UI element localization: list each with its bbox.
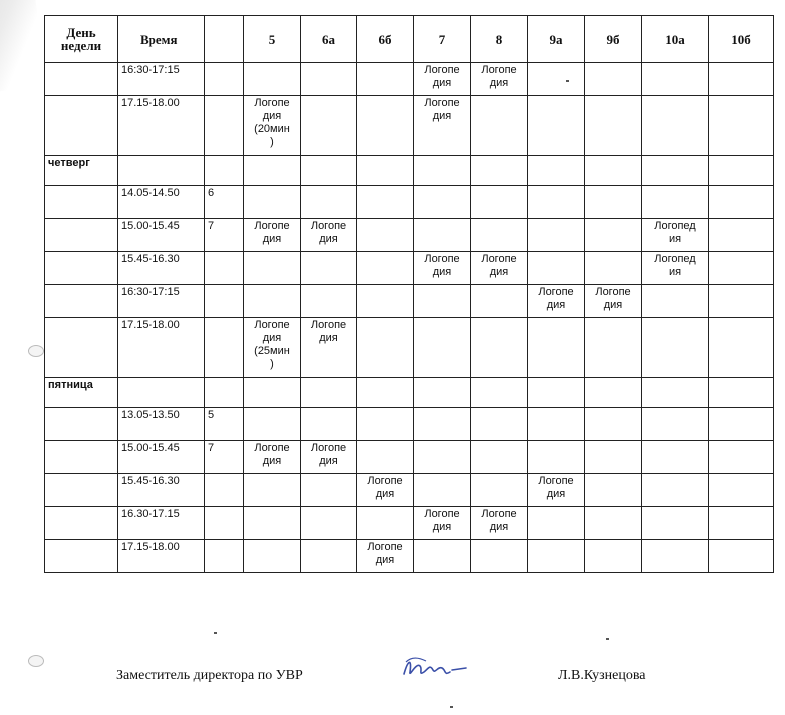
table-row: [45, 285, 774, 318]
class-7-cell: [414, 318, 471, 378]
empty-cell: [585, 156, 642, 186]
session-cell: 6: [205, 186, 244, 219]
session-cell: [205, 318, 244, 378]
class-10b-cell: [709, 186, 774, 219]
class-5-cell: [244, 252, 301, 285]
cell-text-line: Логопе: [595, 286, 631, 298]
class-6b-cell: [357, 186, 414, 219]
class-10a-cell: [642, 96, 709, 156]
cell-text-line: ия: [668, 233, 682, 245]
cell-text-line: Логопед: [654, 253, 696, 265]
cell-text-line: дия: [262, 110, 282, 122]
session-cell: [205, 252, 244, 285]
class-9b-cell: [585, 285, 642, 318]
class-7-cell: [414, 186, 471, 219]
class-6a-cell: [301, 96, 357, 156]
class-10b-cell: [709, 474, 774, 507]
table-row: [45, 474, 774, 507]
schedule-body: [45, 63, 774, 573]
class-7-cell: [414, 285, 471, 318]
cell-text-line: ): [270, 358, 274, 370]
class-6a-cell: [301, 63, 357, 96]
day-cell: [45, 408, 118, 441]
empty-cell: [414, 156, 471, 186]
scan-speck: [566, 80, 569, 82]
class-9a-cell: [528, 285, 585, 318]
class-9a-cell: [528, 96, 585, 156]
class-5-cell: [244, 63, 301, 96]
class-10b-cell: [709, 252, 774, 285]
class-8-cell: [471, 285, 528, 318]
empty-cell: [244, 378, 301, 408]
session-cell: [205, 540, 244, 573]
punch-hole: [28, 655, 44, 667]
header-day-line2: недели: [60, 38, 102, 53]
time-cell: 16.30-17.15: [118, 507, 205, 540]
cell-text-line: дия: [432, 266, 452, 278]
class-8-cell: [471, 96, 528, 156]
session-cell: [205, 63, 244, 96]
class-6a-cell: [301, 408, 357, 441]
class-5-cell: [244, 285, 301, 318]
time-cell: 17.15-18.00: [118, 540, 205, 573]
class-5-cell: [244, 219, 301, 252]
class-5-cell: [244, 318, 301, 378]
class-6b-cell: [357, 219, 414, 252]
cell-text-line: Логопе: [481, 253, 517, 265]
day-row: [45, 156, 774, 186]
empty-cell: [118, 156, 205, 186]
empty-cell: [709, 156, 774, 186]
time-cell: 15.00-15.45: [118, 441, 205, 474]
class-10b-cell: [709, 507, 774, 540]
empty-cell: [205, 156, 244, 186]
signature-image: [400, 652, 470, 684]
class-9a-cell: [528, 318, 585, 378]
class-8-cell: [471, 408, 528, 441]
class-7-cell: [414, 252, 471, 285]
class-6a-cell: [301, 186, 357, 219]
class-9b-cell: [585, 408, 642, 441]
cell-text-line: Логопе: [310, 319, 347, 331]
header-session: [205, 16, 244, 63]
day-label: четверг: [45, 156, 118, 186]
class-6a-cell: [301, 507, 357, 540]
class-9b-cell: [585, 441, 642, 474]
time-cell: 15.45-16.30: [118, 474, 205, 507]
empty-cell: [244, 156, 301, 186]
day-cell: [45, 186, 118, 219]
table-row: [45, 408, 774, 441]
class-9b-cell: [585, 219, 642, 252]
empty-cell: [642, 156, 709, 186]
table-row: [45, 186, 774, 219]
session-cell: [205, 285, 244, 318]
cell-text-line: Логопе: [424, 97, 460, 109]
day-cell: [45, 63, 118, 96]
cell-text-line: (20мин: [254, 123, 290, 135]
cell-text-line: дия: [432, 110, 452, 122]
class-9b-cell: [585, 540, 642, 573]
day-cell: [45, 507, 118, 540]
scan-speck: [450, 706, 453, 708]
class-5-cell: [244, 186, 301, 219]
empty-cell: [642, 378, 709, 408]
class-9a-cell: [528, 441, 585, 474]
cell-text-line: Логопе: [481, 508, 517, 520]
class-8-cell: [471, 318, 528, 378]
session-cell: [205, 474, 244, 507]
class-10b-cell: [709, 318, 774, 378]
cell-text-line: дия: [319, 233, 338, 245]
time-cell: 15.45-16.30: [118, 252, 205, 285]
session-cell: 7: [205, 441, 244, 474]
header-class-9a: 9а: [528, 16, 585, 63]
empty-cell: [357, 378, 414, 408]
class-5-cell: [244, 540, 301, 573]
class-7-cell: [414, 441, 471, 474]
class-6b-cell: [357, 96, 414, 156]
class-10a-cell: [642, 219, 709, 252]
empty-cell: [528, 156, 585, 186]
table-row: [45, 507, 774, 540]
scan-edge-shadow: [0, 0, 47, 94]
day-cell: [45, 318, 118, 378]
class-10b-cell: [709, 540, 774, 573]
class-6b-cell: [357, 507, 414, 540]
day-cell: [45, 285, 118, 318]
header-class-8: 8: [471, 16, 528, 63]
class-9b-cell: [585, 474, 642, 507]
class-7-cell: [414, 474, 471, 507]
class-9a-cell: [528, 540, 585, 573]
table-row: [45, 252, 774, 285]
class-6a-cell: [301, 285, 357, 318]
empty-cell: [205, 378, 244, 408]
class-9b-cell: [585, 252, 642, 285]
class-6b-cell: [357, 408, 414, 441]
header-class-7: 7: [414, 16, 471, 63]
class-10a-cell: [642, 63, 709, 96]
empty-cell: [301, 378, 357, 408]
empty-cell: [414, 378, 471, 408]
class-6b-cell: [357, 318, 414, 378]
day-cell: [45, 540, 118, 573]
class-9a-cell: [528, 408, 585, 441]
table-row: [45, 63, 774, 96]
class-8-cell: [471, 219, 528, 252]
header-class-6b: 6б: [357, 16, 414, 63]
cell-text-line: Логопе: [254, 319, 290, 331]
schedule-table: [44, 15, 774, 573]
time-cell: 17.15-18.00: [118, 96, 205, 156]
class-7-cell: [414, 408, 471, 441]
class-10a-cell: [642, 507, 709, 540]
cell-text-line: дия: [603, 299, 623, 311]
cell-text-line: дия: [489, 521, 509, 533]
class-8-cell: [471, 507, 528, 540]
cell-text-line: дия: [432, 77, 452, 89]
class-10a-cell: [642, 540, 709, 573]
class-6a-cell: [301, 318, 357, 378]
time-cell: 17.15-18.00: [118, 318, 205, 378]
punch-hole: [28, 345, 44, 357]
cell-text-line: дия: [546, 488, 566, 500]
cell-text-line: дия: [262, 455, 282, 467]
class-6b-cell: [357, 474, 414, 507]
class-5-cell: [244, 441, 301, 474]
table-row: [45, 540, 774, 573]
class-8-cell: [471, 63, 528, 96]
header-class-10b: 10б: [709, 16, 774, 63]
class-6b-cell: [357, 252, 414, 285]
class-5-cell: [244, 507, 301, 540]
class-10a-cell: [642, 318, 709, 378]
class-9b-cell: [585, 507, 642, 540]
empty-cell: [118, 378, 205, 408]
cell-text-line: Логопе: [254, 220, 290, 232]
class-10a-cell: [642, 474, 709, 507]
time-cell: 15.00-15.45: [118, 219, 205, 252]
time-cell: 14.05-14.50: [118, 186, 205, 219]
day-cell: [45, 441, 118, 474]
class-6b-cell: [357, 540, 414, 573]
day-cell: [45, 252, 118, 285]
class-10a-cell: [642, 252, 709, 285]
header-day-line1: День: [66, 25, 96, 40]
header-time: Время: [118, 16, 205, 63]
class-6a-cell: [301, 219, 357, 252]
class-8-cell: [471, 186, 528, 219]
class-9a-cell: [528, 63, 585, 96]
cell-text-line: ия: [668, 266, 682, 278]
table-row: [45, 318, 774, 378]
empty-cell: [585, 378, 642, 408]
cell-text-line: (25мин: [254, 345, 290, 357]
day-label: пятница: [45, 378, 118, 408]
empty-cell: [528, 378, 585, 408]
class-9b-cell: [585, 318, 642, 378]
cell-text-line: Логопе: [254, 442, 290, 454]
class-9b-cell: [585, 96, 642, 156]
class-10a-cell: [642, 186, 709, 219]
header-class-5: 5: [244, 16, 301, 63]
class-8-cell: [471, 252, 528, 285]
footer-name: Л.В.Кузнецова: [558, 668, 646, 683]
table-row: [45, 96, 774, 156]
class-10a-cell: [642, 408, 709, 441]
cell-text-line: дия: [262, 332, 282, 344]
session-cell: 7: [205, 219, 244, 252]
day-cell: [45, 219, 118, 252]
header-class-10a: 10а: [642, 16, 709, 63]
cell-text-line: Логопе: [424, 508, 460, 520]
class-7-cell: [414, 219, 471, 252]
class-10b-cell: [709, 408, 774, 441]
class-7-cell: [414, 96, 471, 156]
class-10b-cell: [709, 63, 774, 96]
class-6a-cell: [301, 441, 357, 474]
cell-text-line: Логопе: [424, 64, 460, 76]
class-8-cell: [471, 441, 528, 474]
class-9a-cell: [528, 186, 585, 219]
cell-text-line: дия: [375, 488, 395, 500]
cell-text-line: дия: [319, 455, 338, 467]
cell-text-line: ): [270, 136, 274, 148]
header-class-9b: 9б: [585, 16, 642, 63]
empty-cell: [301, 156, 357, 186]
cell-text-line: Логопе: [310, 220, 347, 232]
cell-text-line: Логопед: [654, 220, 696, 232]
class-9a-cell: [528, 219, 585, 252]
class-5-cell: [244, 96, 301, 156]
cell-text-line: Логопе: [367, 475, 403, 487]
cell-text-line: дия: [432, 521, 452, 533]
session-cell: [205, 507, 244, 540]
cell-text-line: Логопе: [538, 286, 574, 298]
class-10b-cell: [709, 441, 774, 474]
class-10a-cell: [642, 285, 709, 318]
class-7-cell: [414, 63, 471, 96]
class-10b-cell: [709, 285, 774, 318]
cell-text-line: дия: [262, 233, 282, 245]
empty-cell: [357, 156, 414, 186]
class-7-cell: [414, 507, 471, 540]
header-day: [45, 16, 118, 63]
table-row: [45, 441, 774, 474]
cell-text-line: дия: [546, 299, 566, 311]
class-5-cell: [244, 474, 301, 507]
class-10b-cell: [709, 96, 774, 156]
day-cell: [45, 96, 118, 156]
cell-text-line: Логопе: [424, 253, 460, 265]
header-class-6a: 6а: [301, 16, 357, 63]
table-row: [45, 219, 774, 252]
class-6b-cell: [357, 63, 414, 96]
cell-text-line: Логопе: [367, 541, 403, 553]
class-9a-cell: [528, 507, 585, 540]
empty-cell: [471, 156, 528, 186]
class-7-cell: [414, 540, 471, 573]
empty-cell: [471, 378, 528, 408]
cell-text-line: дия: [319, 332, 338, 344]
class-6b-cell: [357, 285, 414, 318]
empty-cell: [709, 378, 774, 408]
header-row: [45, 16, 774, 63]
cell-text-line: дия: [489, 77, 509, 89]
class-10a-cell: [642, 441, 709, 474]
day-row: [45, 378, 774, 408]
class-8-cell: [471, 540, 528, 573]
class-9a-cell: [528, 474, 585, 507]
cell-text-line: дия: [375, 554, 395, 566]
session-cell: 5: [205, 408, 244, 441]
cell-text-line: Логопе: [310, 442, 347, 454]
time-cell: 13.05-13.50: [118, 408, 205, 441]
scan-speck: [214, 632, 217, 634]
cell-text-line: Логопе: [538, 475, 574, 487]
time-cell: 16:30-17:15: [118, 63, 205, 96]
class-8-cell: [471, 474, 528, 507]
scan-speck: [606, 638, 609, 640]
class-9b-cell: [585, 63, 642, 96]
session-cell: [205, 96, 244, 156]
class-9a-cell: [528, 252, 585, 285]
class-6b-cell: [357, 441, 414, 474]
class-9b-cell: [585, 186, 642, 219]
class-5-cell: [244, 408, 301, 441]
footer-position: Заместитель директора по УВР: [116, 668, 303, 683]
cell-text-line: Логопе: [254, 97, 290, 109]
cell-text-line: Логопе: [481, 64, 517, 76]
day-cell: [45, 474, 118, 507]
class-6a-cell: [301, 474, 357, 507]
class-6a-cell: [301, 540, 357, 573]
class-10b-cell: [709, 219, 774, 252]
class-6a-cell: [301, 252, 357, 285]
time-cell: 16:30-17:15: [118, 285, 205, 318]
cell-text-line: дия: [489, 266, 509, 278]
